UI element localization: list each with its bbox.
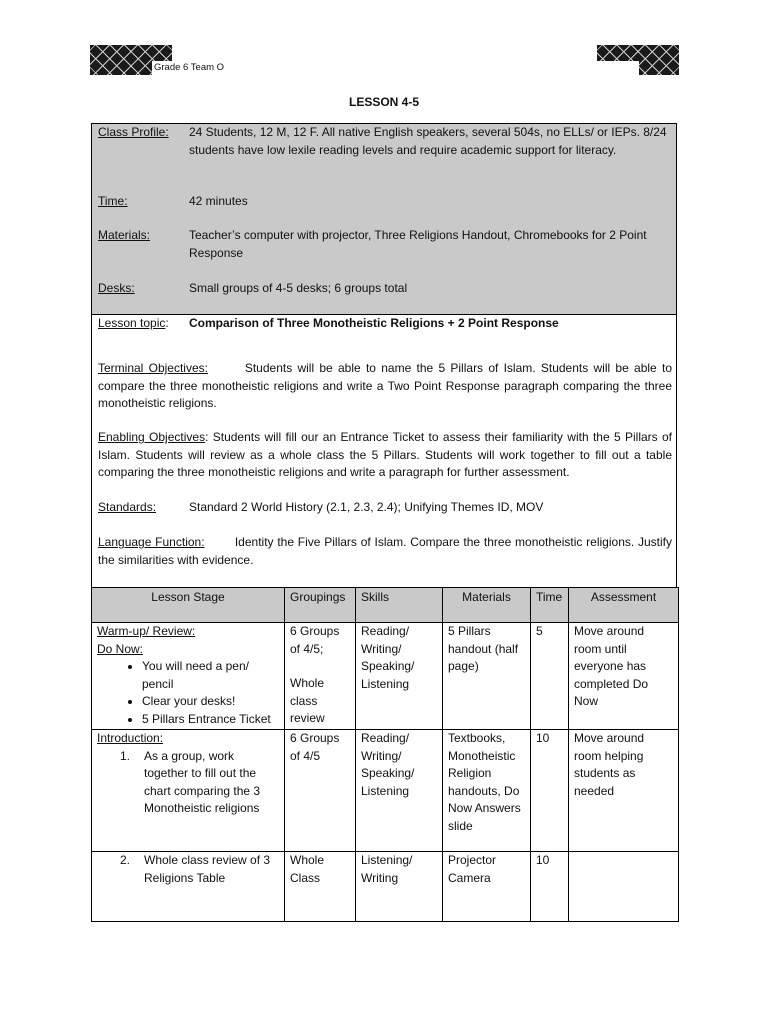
- materials-cell: Textbooks, Monotheistic Religion handouts, Do Now Answers slide: [443, 730, 531, 852]
- terminal-objectives-value: Students will be able to name the 5 Pillars of Islam. Students will be able to compare the three monotheistic religions and write a Two Point Response paragraph comparing the three monotheistic religions.: [98, 361, 672, 410]
- class-profile-value: 24 Students, 12 M, 12 F. All native English speakers, several 504s, no ELLs/ or IEPs. 8/24 students have low lexile reading levels and require academic support for literacy.: [189, 125, 667, 157]
- lesson-topic-row: [98, 315, 672, 333]
- enabling-objectives: [98, 429, 672, 482]
- class-profile-label: Class Profile:: [98, 125, 169, 139]
- standards-row: [98, 499, 672, 517]
- enabling-objectives-value: : Students will fill our an Entrance Ticket to assess their familiarity with the 5 Pillars of Islam. Students will review as a whole class the 5 Pillars. Students will work together to fill out a table comparing the three monotheistic religions and write a paragraph for further assessment.: [98, 430, 673, 479]
- stage-cell: [92, 730, 285, 852]
- table-row: [92, 623, 679, 730]
- table-header-row: [92, 588, 679, 623]
- stage-cell: [92, 852, 285, 922]
- step-number: 2.: [120, 853, 131, 867]
- list-item: • 5 Pillars Entrance Ticket: [142, 711, 279, 729]
- groupings-line: Whole class review: [290, 676, 325, 725]
- time-cell: 10: [531, 730, 569, 852]
- time-cell: 10: [531, 852, 569, 922]
- desks-value: Small groups of 4-5 desks; 6 groups total: [189, 281, 408, 295]
- header-assessment: Assessment: [569, 588, 679, 623]
- stage-title: Introduction:: [97, 731, 164, 745]
- lesson-topic-value: Comparison of Three Monotheistic Religions + 2 Point Response: [189, 316, 559, 330]
- list-item: • Clear your desks!: [142, 693, 279, 711]
- lesson-stages-table: [91, 587, 679, 922]
- stage-subtitle: Do Now:: [97, 641, 144, 656]
- language-function-label: Language Function:: [98, 535, 205, 549]
- numbered-step: [97, 748, 279, 818]
- stage-title: Warm-up/ Review:: [97, 624, 196, 638]
- time-label: Time:: [98, 194, 128, 208]
- groupings-cell: 6 Groups of 4/5: [285, 730, 356, 852]
- header-grade-label: Grade 6 Team O: [154, 62, 225, 73]
- groupings-cell: [285, 623, 356, 730]
- header-right-gap: [597, 61, 639, 75]
- language-function-value: Identity the Five Pillars of Islam. Compare the three monotheistic religions. Justify the similarities with evidence.: [98, 535, 673, 567]
- groupings-line: 6 Groups of 4/5;: [290, 624, 340, 656]
- do-now-list: [97, 658, 279, 728]
- step-text: Whole class review of 3 Religions Table: [144, 853, 271, 885]
- groupings-cell: Whole Class: [285, 852, 356, 922]
- standards-value: Standard 2 World History (2.1, 2.3, 2.4); Unifying Themes ID, MOV: [189, 500, 544, 514]
- materials-cell: 5 Pillars handout (half page): [443, 623, 531, 730]
- assessment-cell: Move around room helping students as needed: [569, 730, 679, 852]
- table-row: [92, 730, 679, 852]
- assessment-cell: [569, 852, 679, 922]
- enabling-objectives-label: Enabling Objectives: [98, 430, 206, 444]
- lesson-details-section: [91, 314, 677, 588]
- standards-label: Standards:: [98, 500, 157, 514]
- header-lesson-stage: Lesson Stage: [92, 588, 285, 623]
- terminal-objectives-label: Terminal Objectives:: [98, 361, 208, 375]
- materials-value: Teacher’s computer with projector, Three Religions Handout, Chromebooks for 2 Point Response: [189, 228, 647, 260]
- lesson-title: LESSON 4-5: [348, 95, 420, 109]
- step-number: 1.: [120, 748, 131, 763]
- time-cell: 5: [531, 623, 569, 730]
- desks-label: Desks:: [98, 281, 135, 295]
- list-item: • You will need a pen/ pencil: [142, 658, 279, 693]
- stage-cell: [92, 623, 285, 730]
- lesson-topic-label: Lesson topic: [98, 316, 166, 330]
- skills-cell: Reading/ Writing/ Speaking/ Listening: [356, 730, 443, 852]
- step-text: As a group, work together to fill out the chart comparing the 3 Monotheistic religions: [144, 748, 261, 815]
- table-row: [92, 852, 679, 922]
- skills-cell: Listening/ Writing: [356, 852, 443, 922]
- assessment-cell: Move around room until everyone has completed Do Now: [569, 623, 679, 730]
- materials-cell: Projector Camera: [443, 852, 531, 922]
- header-time: Time: [531, 588, 569, 623]
- language-function: [98, 534, 672, 569]
- class-profile-section: [91, 123, 677, 315]
- skills-cell: Reading/ Writing/ Speaking/ Listening: [356, 623, 443, 730]
- header-materials: Materials: [443, 588, 531, 623]
- time-value: 42 minutes: [189, 194, 248, 208]
- header-groupings: Groupings: [285, 588, 356, 623]
- lesson-topic-colon: :: [165, 316, 169, 330]
- terminal-objectives: [98, 360, 672, 413]
- header-skills: Skills: [356, 588, 443, 623]
- materials-label: Materials:: [98, 228, 151, 242]
- numbered-step: [97, 852, 279, 887]
